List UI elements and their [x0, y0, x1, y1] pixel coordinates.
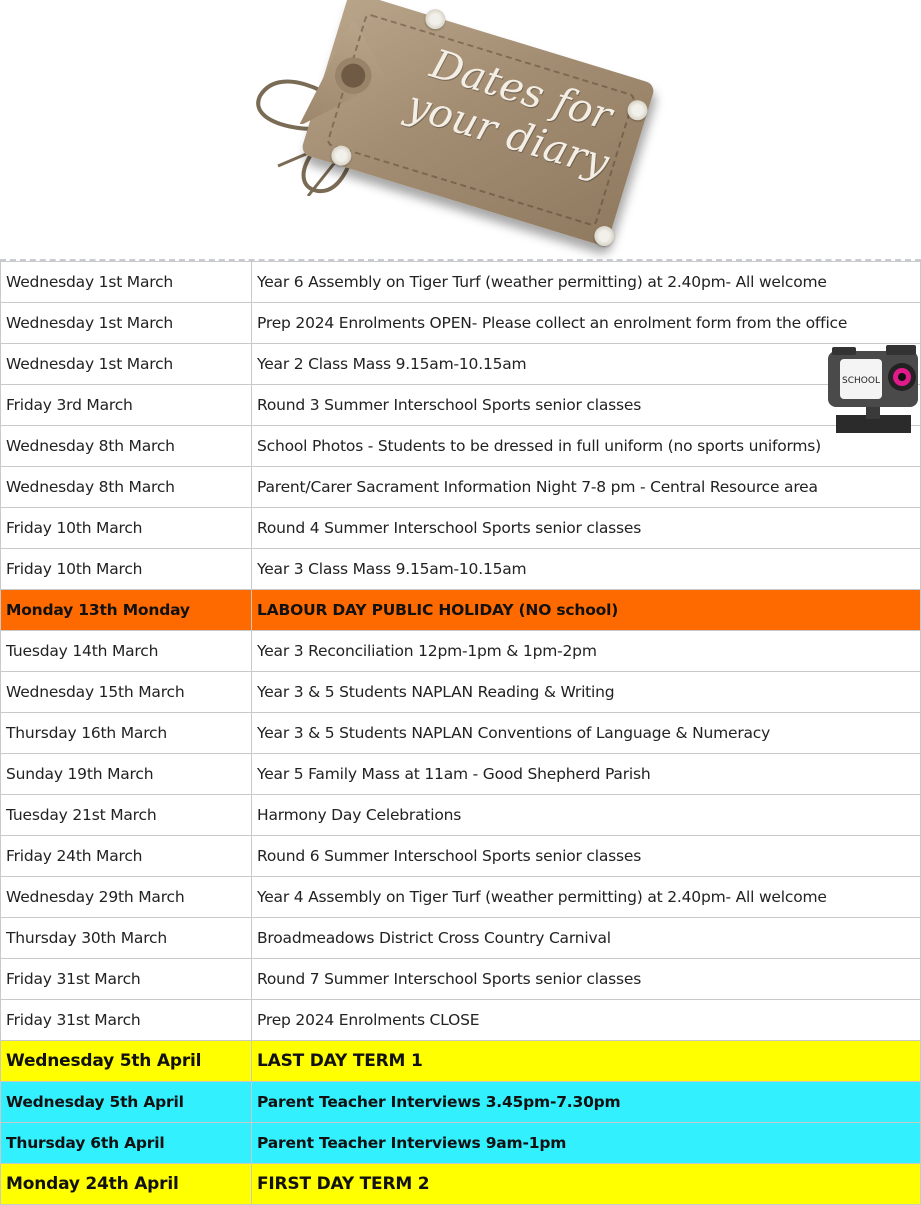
table-row	[1, 1041, 921, 1082]
event-description: Harmony Day Celebrations	[252, 795, 921, 836]
event-date: Wednesday 29th March	[1, 877, 252, 918]
event-description: Prep 2024 Enrolments OPEN- Please collect an enrolment form from the office	[252, 303, 921, 344]
event-date: Wednesday 8th March	[1, 426, 252, 467]
event-description: Year 2 Class Mass 9.15am-10.15am	[252, 344, 921, 385]
table-row	[1, 590, 921, 631]
event-description: Year 3 Reconciliation 12pm-1pm & 1pm-2pm	[252, 631, 921, 672]
event-date: Wednesday 15th March	[1, 672, 252, 713]
event-description: Round 7 Summer Interschool Sports senior classes	[252, 959, 921, 1000]
sticker-label: SCHOOL	[842, 376, 880, 386]
event-description: Year 3 & 5 Students NAPLAN Conventions of Language & Numeracy	[252, 713, 921, 754]
event-date: Friday 24th March	[1, 836, 252, 877]
event-description: Year 5 Family Mass at 11am - Good Shepherd Parish	[252, 754, 921, 795]
events-table-body	[1, 262, 921, 1205]
event-description: Parent/Carer Sacrament Information Night 7-8 pm - Central Resource area	[252, 467, 921, 508]
table-row	[1, 836, 921, 877]
school-camera-icon	[826, 345, 921, 433]
event-description: Broadmeadows District Cross Country Carnival	[252, 918, 921, 959]
event-date: Tuesday 21st March	[1, 795, 252, 836]
table-row	[1, 959, 921, 1000]
event-date: Wednesday 1st March	[1, 344, 252, 385]
events-table	[0, 261, 921, 1205]
table-row	[1, 713, 921, 754]
table-row	[1, 631, 921, 672]
event-date: Friday 10th March	[1, 549, 252, 590]
table-row	[1, 918, 921, 959]
table-row	[1, 1082, 921, 1123]
event-date: Wednesday 5th April	[1, 1041, 252, 1082]
event-description: Round 3 Summer Interschool Sports senior classes	[252, 385, 921, 426]
event-date: Monday 24th April	[1, 1164, 252, 1205]
diary-header	[0, 0, 921, 258]
diary-tag-graphic	[248, 6, 668, 251]
table-row	[1, 426, 921, 467]
event-description: Prep 2024 Enrolments CLOSE	[252, 1000, 921, 1041]
event-date: Wednesday 1st March	[1, 303, 252, 344]
table-row	[1, 1164, 921, 1205]
event-description: Parent Teacher Interviews 3.45pm-7.30pm	[252, 1082, 921, 1123]
table-row	[1, 672, 921, 713]
event-date: Friday 31st March	[1, 959, 252, 1000]
table-row	[1, 795, 921, 836]
event-description: LABOUR DAY PUBLIC HOLIDAY (NO school)	[252, 590, 921, 631]
flower-icon	[592, 224, 617, 249]
table-row	[1, 467, 921, 508]
table-row	[1, 303, 921, 344]
event-description: Year 6 Assembly on Tiger Turf (weather permitting) at 2.40pm- All welcome	[252, 262, 921, 303]
table-row	[1, 262, 921, 303]
table-row	[1, 754, 921, 795]
tag-title: Dates for your diary	[401, 41, 618, 187]
event-description: Year 3 Class Mass 9.15am-10.15am	[252, 549, 921, 590]
event-date: Wednesday 1st March	[1, 262, 252, 303]
event-date: Friday 10th March	[1, 508, 252, 549]
table-row	[1, 1123, 921, 1164]
event-description: LAST DAY TERM 1	[252, 1041, 921, 1082]
event-date: Wednesday 5th April	[1, 1082, 252, 1123]
event-date: Wednesday 8th March	[1, 467, 252, 508]
event-description: Parent Teacher Interviews 9am-1pm	[252, 1123, 921, 1164]
event-date: Friday 3rd March	[1, 385, 252, 426]
event-date: Friday 31st March	[1, 1000, 252, 1041]
event-description: Year 3 & 5 Students NAPLAN Reading & Writing	[252, 672, 921, 713]
event-description: Round 4 Summer Interschool Sports senior classes	[252, 508, 921, 549]
table-row	[1, 344, 921, 385]
event-description: FIRST DAY TERM 2	[252, 1164, 921, 1205]
event-description: Year 4 Assembly on Tiger Turf (weather permitting) at 2.40pm- All welcome	[252, 877, 921, 918]
event-date: Monday 13th Monday	[1, 590, 252, 631]
event-date: Tuesday 14th March	[1, 631, 252, 672]
event-date: Thursday 30th March	[1, 918, 252, 959]
table-row	[1, 508, 921, 549]
table-row	[1, 1000, 921, 1041]
event-description: School Photos - Students to be dressed in full uniform (no sports uniforms)	[252, 426, 921, 467]
event-date: Sunday 19th March	[1, 754, 252, 795]
flower-icon	[423, 7, 448, 32]
table-row	[1, 385, 921, 426]
event-description: Round 6 Summer Interschool Sports senior classes	[252, 836, 921, 877]
tag-card	[300, 0, 656, 247]
table-row	[1, 549, 921, 590]
event-date: Thursday 6th April	[1, 1123, 252, 1164]
event-date: Thursday 16th March	[1, 713, 252, 754]
table-row	[1, 877, 921, 918]
